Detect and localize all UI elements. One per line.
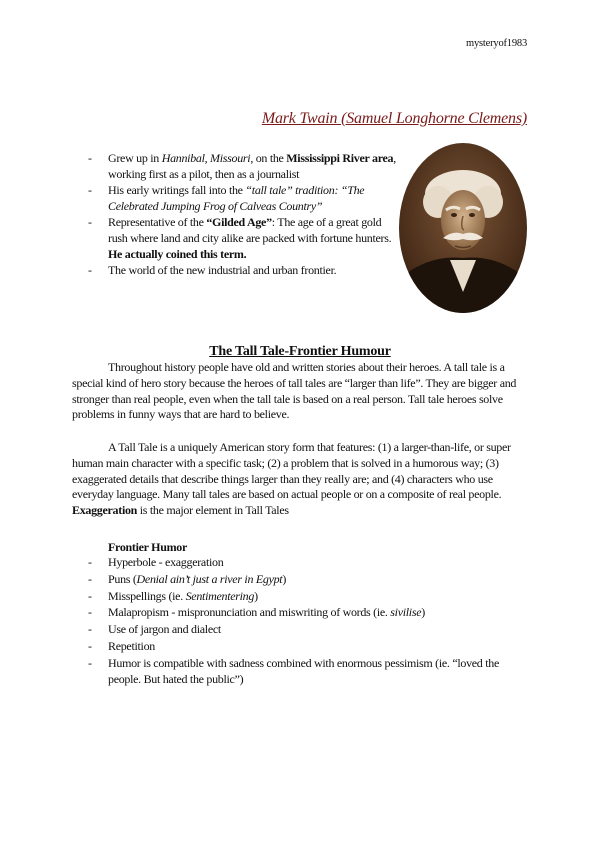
bio-item xyxy=(88,215,398,262)
bio-item xyxy=(88,183,398,214)
list-item-text: Humor is compatible with sadness combined with enormous pessimism (ie. “loved the people. But hated the public”) xyxy=(108,655,499,686)
paragraph-text: A Tall Tale is a uniquely American story form that features: (1) a larger-than-life, or super human main character with a specific task; (2) a problem that is solved in a humorous way; (3) exaggerated details that describe things larger than they really are; and (4) characters who use everyday language. Many tall tales are based on actual people or on a composite of real people. xyxy=(72,440,511,502)
list-item-text: ) xyxy=(282,571,287,586)
bio-list xyxy=(88,151,398,280)
bio-text: : The age of a great gold rush where land and city alike are packed with fortune hunters. xyxy=(108,215,392,245)
list-dash: - xyxy=(88,622,92,637)
list-item-text: Malapropism - mispronunciation and miswriting of words (ie. xyxy=(108,605,391,620)
bio-text: , on the xyxy=(250,151,287,165)
paragraph-tall-tale-features xyxy=(72,440,528,519)
list-dash: - xyxy=(88,183,92,198)
list-item-italic: Denial ain’t just a river in Egypt xyxy=(136,571,283,586)
bio-item xyxy=(88,151,398,182)
bio-bold: “Gilded Age” xyxy=(206,215,272,230)
list-item-italic: sivilise xyxy=(390,605,422,620)
list-dash: - xyxy=(88,151,92,165)
list-item xyxy=(88,639,530,655)
bio-italic: Hannibal, Missouri xyxy=(161,151,251,165)
list-item xyxy=(88,589,530,605)
portrait-image xyxy=(398,142,528,314)
bio-text: Grew up in xyxy=(108,151,162,165)
header-doc-id: mysteryof1983 xyxy=(466,38,527,49)
list-item-text: Use of jargon and dialect xyxy=(108,622,221,637)
list-item-text: Misspellings (ie. xyxy=(108,588,186,603)
list-item xyxy=(88,572,530,588)
paragraph-bold: Exaggeration xyxy=(72,503,138,518)
list-item-text: ) xyxy=(254,588,258,603)
list-item xyxy=(88,622,530,638)
list-item-italic: Sentimentering xyxy=(185,588,255,603)
page-title: Mark Twain (Samuel Longhorne Clemens) xyxy=(261,110,527,127)
list-item-text: Puns ( xyxy=(108,571,137,586)
list-dash: - xyxy=(88,215,92,230)
list-dash: - xyxy=(88,638,92,653)
list-dash: - xyxy=(88,605,92,620)
frontier-humor-list xyxy=(88,555,530,688)
list-dash: - xyxy=(88,263,92,278)
bio-item xyxy=(88,263,398,279)
list-dash: - xyxy=(88,555,92,569)
list-dash: - xyxy=(88,588,92,603)
list-item xyxy=(88,656,530,688)
list-item-text: ) xyxy=(421,605,425,620)
list-item-text: Hyperbole - exaggeration xyxy=(108,555,224,569)
section-heading: The Tall Tale-Frontier Humour xyxy=(209,344,391,359)
list-dash: - xyxy=(88,655,92,670)
bio-italic: “tall tale” tradition: “The Celebrated Jumping Frog of Calveas Country” xyxy=(108,183,365,213)
bio-bold: He actually coined this term. xyxy=(108,246,247,261)
list-item xyxy=(88,605,530,621)
bio-text: The world of the new industrial and urban frontier. xyxy=(108,263,337,278)
bio-text: His early writings fall into the xyxy=(108,183,246,198)
list-item xyxy=(88,555,530,571)
list-dash: - xyxy=(88,571,92,586)
list-item-text: Repetition xyxy=(108,638,155,653)
bio-bold: Mississippi River area xyxy=(286,151,394,165)
bio-text: Representative of the xyxy=(108,215,207,230)
frontier-humor-heading: Frontier Humor xyxy=(108,540,188,554)
paragraph-tall-tale-intro: Throughout history people have old and written stories about their heroes. A tall tale is a special kind of hero story because the heroes of tall tales are “larger than life”. They are bigger and stronger than real people, even when the tall tale is based on a real person. Tall tale heroes solve problems in funny ways that are hard to believe. xyxy=(72,360,517,422)
bio-text: , working first as a pilot, then as a journalist xyxy=(108,151,396,181)
paragraph-text: is the major element in Tall Tales xyxy=(137,503,289,518)
